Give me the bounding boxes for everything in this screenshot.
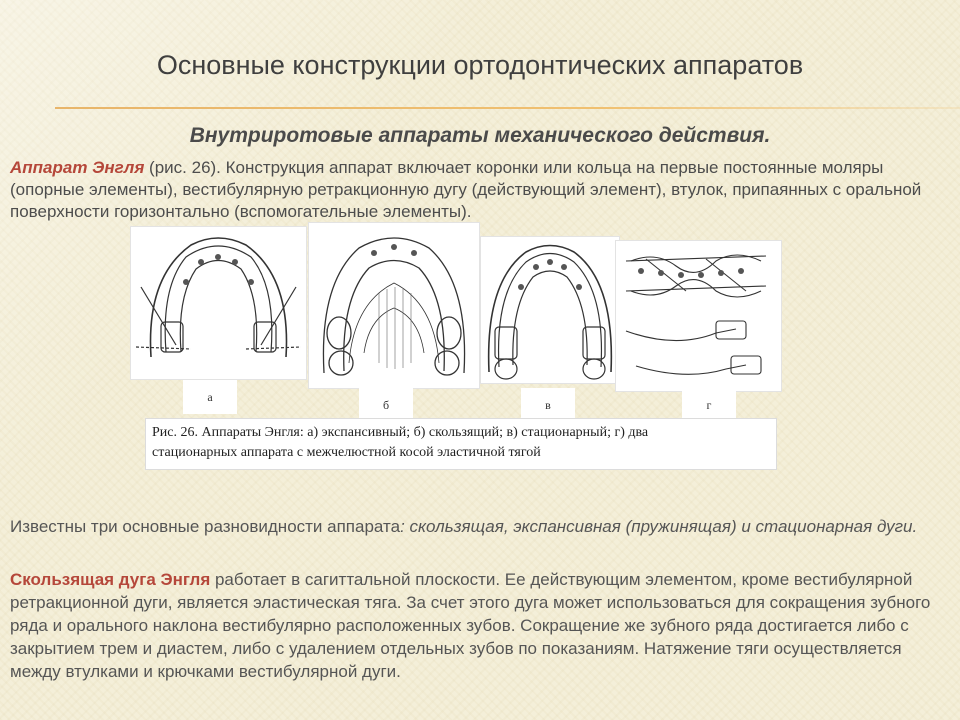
slide-title: Основные конструкции ортодонтических аппаратов [156, 50, 804, 80]
intro-lead: Аппарат Энгля [10, 158, 145, 177]
title-divider [55, 107, 960, 109]
figure-panel-d [615, 240, 782, 392]
intro-body: (рис. 26). Конструкция аппарат включает коронки или кольца на первые постоянные моляры (опорные элементы), вестибулярную ретракционную дугу (действующий элемент), втулок, припаянных с оральной поверхности горизонтально (вспомогательные элементы). [10, 158, 922, 221]
figure-panel-c [480, 236, 620, 384]
figure-caption [145, 418, 777, 470]
figure-26 [130, 222, 785, 482]
appliance-drawing-d [616, 241, 781, 391]
sliding-arch-paragraph [10, 568, 950, 683]
sliding-arch-body: работает в сагиттальной плоскости. Ее действующим элементом, кроме вестибулярной ретракционной дуги, является эластическая тяга. За счет этого дуга может использоваться для сокращения зубного ряда и орального наклона вестибулярно расположенных зубов. Сокращение же зубного ряда достигается либо с закрытием трем и диастем, либо с удалением отдельных зубов по показаниям. Натяжение тяги осуществляется между втулками и крючками вестибулярной дуги. [10, 570, 931, 681]
figure-panel-b [308, 222, 480, 389]
intro-paragraph [10, 157, 940, 223]
dental-arch-drawing-a [131, 227, 306, 379]
sliding-arch-lead: Скользящая дуга Энгля [10, 570, 211, 589]
figure-label-a: а [183, 380, 237, 414]
varieties-prefix: Известны три основные разновидности аппарата [10, 517, 401, 536]
figure-panel-a [130, 226, 307, 380]
figure-caption-line1: Рис. 26. Аппараты Энгля: а) экспансивный; б) скользящий; в) стационарный; г) два [152, 425, 649, 440]
varieties-paragraph [10, 515, 940, 539]
slide-subtitle: Внутриротовые аппараты механического действия. [189, 124, 771, 147]
dental-arch-drawing-b [309, 223, 479, 388]
figure-label-c: в [521, 388, 575, 422]
dental-arch-drawing-c [481, 237, 619, 383]
figure-caption-line2: стационарных аппарата с межчелюстной косой эластичной тягой [152, 445, 541, 460]
varieties-list: : скользящая, экспансивная (пружинящая) и стационарная дуги. [400, 517, 918, 536]
figure-label-d: г [682, 388, 736, 422]
figure-label-b: б [359, 388, 413, 422]
